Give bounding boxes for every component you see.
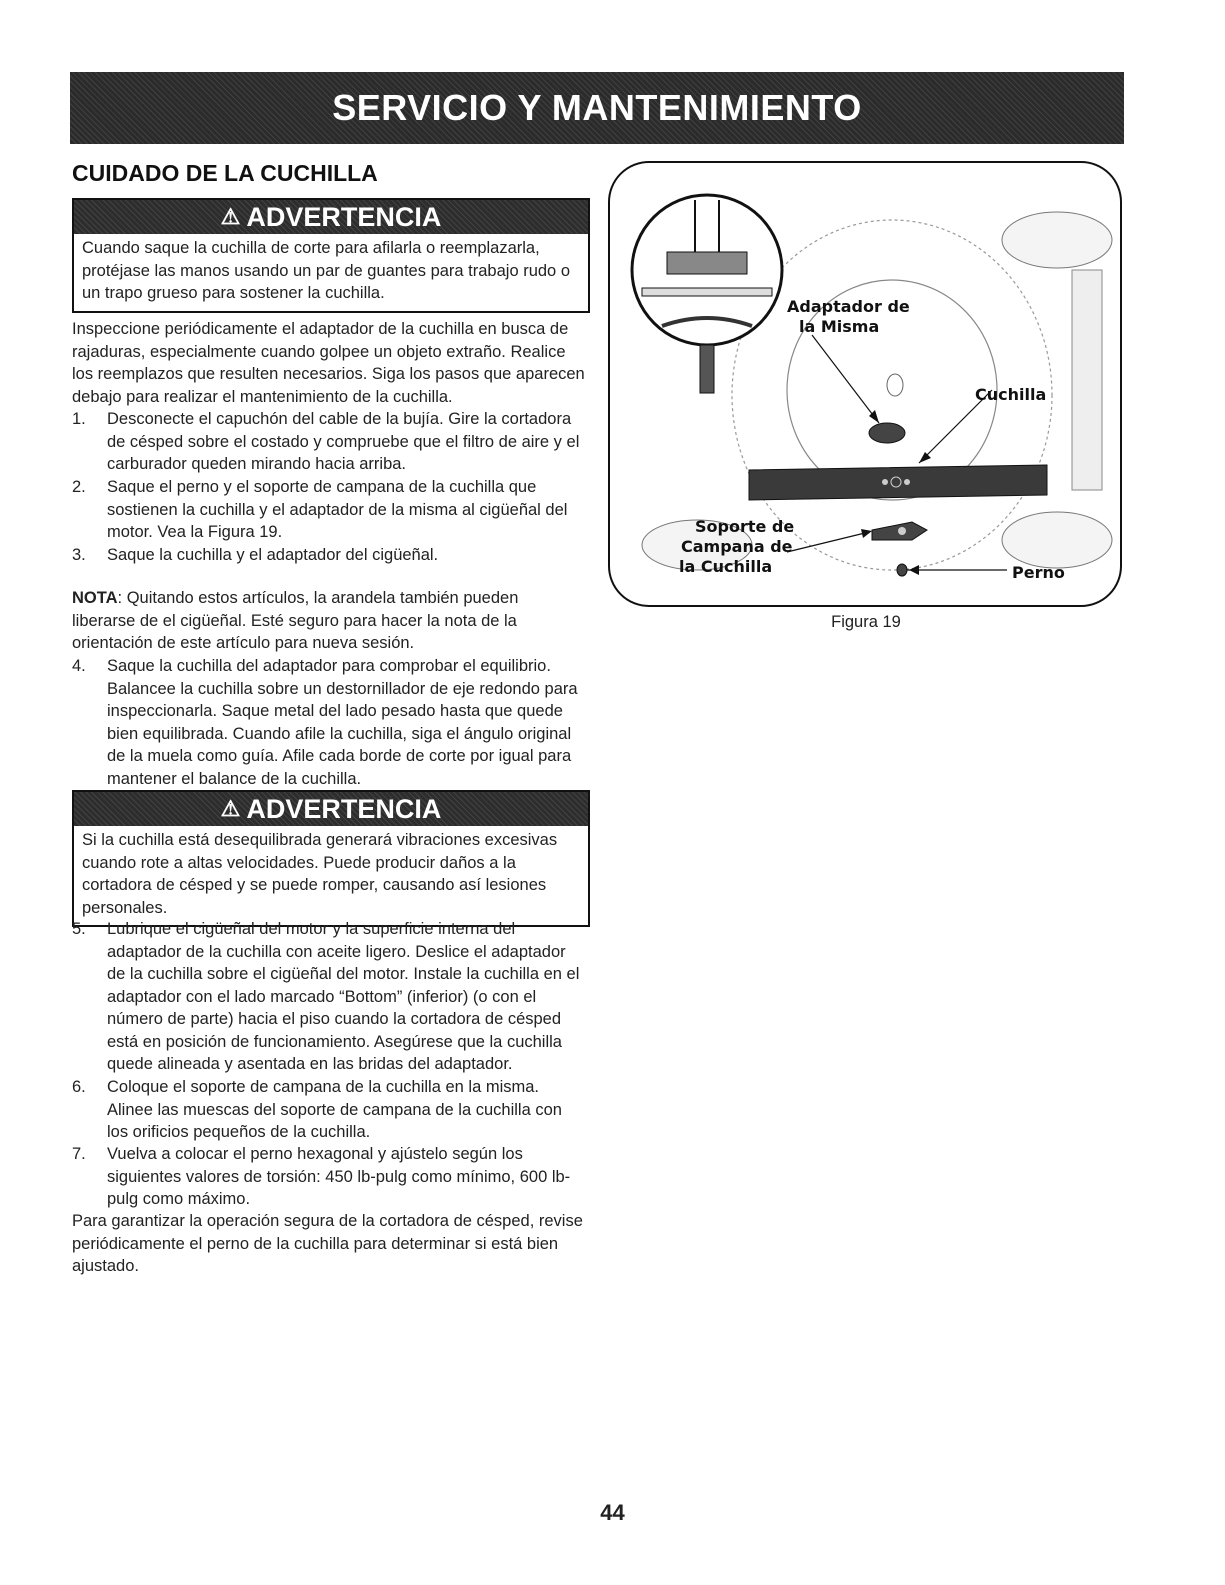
step-number: 6.: [72, 1078, 86, 1096]
warning-triangle-icon: ⚠: [220, 204, 241, 229]
section-banner: [70, 72, 1124, 144]
step-7: [72, 1143, 586, 1211]
warning-header: [74, 792, 588, 826]
label-adapter-1: Adaptador de: [787, 297, 910, 316]
blade: [749, 465, 1047, 500]
step-6: [72, 1076, 586, 1144]
label-blade: Cuchilla: [975, 385, 1047, 404]
figure-caption: Figura 19: [831, 613, 901, 631]
note-paragraph: [72, 587, 586, 655]
page-number: 44: [600, 1500, 625, 1525]
rear-wheel: [1002, 212, 1112, 268]
intro-paragraph: Inspeccione periódicamente el adaptador de la cuchilla en busca de rajaduras, especialmente cuando golpee un objeto extraño. Realice los reemplazos que resulten necesarios. Siga los pasos que aparecen debajo para realizar el mantenimiento de la cuchilla.: [72, 320, 585, 406]
label-adapter-2: la Misma: [799, 317, 880, 336]
warning-header: [74, 200, 588, 234]
bolt-detail: [700, 345, 714, 393]
step-5: [72, 918, 586, 1076]
note-label: NOTA: [72, 589, 118, 607]
figure-19: [607, 160, 1125, 610]
step-text: Saque el perno y el soporte de campana de la cuchilla que sostienen la cuchilla y el adaptador de la misma al cigüeñal del motor. Vea la Figura 19.: [107, 478, 568, 541]
front-wheel: [1002, 512, 1112, 568]
step-number: 3.: [72, 546, 86, 564]
warning-triangle-icon: ⚠: [220, 796, 241, 821]
label-bell-1: Soporte de: [695, 517, 795, 536]
label-bolt: Perno: [1012, 563, 1065, 582]
step-1: [72, 408, 586, 476]
warning-text: Cuando saque la cuchilla de corte para afilarla o reemplazarla, protéjase las manos usando un par de guantes para trabajo rudo o un trapo grueso para sostener la cuchilla.: [82, 239, 570, 302]
warning-title: ADVERTENCIA: [246, 793, 442, 824]
closing-paragraph: Para garantizar la operación segura de la cortadora de césped, revise periódicamente el perno de la cuchilla para determinar si está bien ajustado.: [72, 1212, 583, 1275]
bolt: [897, 564, 907, 576]
blade-detail: [642, 288, 772, 296]
blade-hole: [882, 479, 888, 485]
blade-adapter: [869, 423, 905, 443]
adapter-detail: [667, 252, 747, 274]
banner-title: SERVICIO Y MANTENIMIENTO: [332, 87, 862, 128]
mower-handle-side: [1072, 270, 1102, 490]
step-3: [72, 544, 586, 567]
step-text: Saque la cuchilla del adaptador para comprobar el equilibrio. Balancee la cuchilla sobre un destornillador de eje redondo para inspeccionarla. Saque metal del lado pesado hasta que quede bien equilibrada. Cuando afile la cuchilla, siga el ángulo original de la muela como guía. Afile cada borde de corte por igual para mantener el balance de la cuchilla.: [107, 657, 578, 788]
blade-assembly-diagram: [607, 160, 1125, 610]
step-2: [72, 476, 586, 544]
section-title: CUIDADO DE LA CUCHILLA: [72, 160, 378, 186]
label-bell-2: Campana de: [681, 537, 793, 556]
step-text: Desconecte el capuchón del cable de la bujía. Gire la cortadora de césped sobre el costado y compruebe que el filtro de aire y el carburador queden mirando hacia arriba.: [107, 410, 580, 473]
step-text: Saque la cuchilla y el adaptador del cigüeñal.: [107, 546, 439, 564]
step-4: [72, 655, 586, 790]
step-number: 4.: [72, 657, 86, 675]
warning-title: ADVERTENCIA: [246, 201, 442, 232]
step-text: Coloque el soporte de campana de la cuchilla en la misma. Alinee las muescas del soporte de campana de la cuchilla con los orificios pequeños de la cuchilla.: [107, 1078, 562, 1141]
step-number: 7.: [72, 1145, 86, 1163]
step-number: 1.: [72, 410, 86, 428]
warning-text: Si la cuchilla está desequilibrada generará vibraciones excesivas cuando rote a altas velocidades. Puede producir daños a la cortadora de césped y se puede romper, causando así lesiones personales.: [82, 831, 558, 917]
warning-box-1: [72, 198, 590, 313]
step-number: 2.: [72, 478, 86, 496]
bell-hole: [898, 527, 906, 535]
label-bell-3: la Cuchilla: [679, 557, 773, 576]
blade-hole: [904, 479, 910, 485]
step-text: Vuelva a colocar el perno hexagonal y ajústelo según los siguientes valores de torsión: 450 lb-pulg como mínimo, 600 lb-pulg como máximo.: [107, 1145, 571, 1208]
note-text: : Quitando estos artículos, la arandela también pueden liberarse de el cigüeñal. Esté seguro para hacer la nota de la orientación de este artículo para nueva sesión.: [72, 589, 519, 652]
step-number: 5.: [72, 920, 86, 938]
step-text: Lubrique el cigüeñal del motor y la superficie interna del adaptador de la cuchilla con aceite ligero. Deslice el adaptador de la cuchilla sobre el cigüeñal del motor. Instale la cuchilla en el adaptador con el lado marcado “Bottom” (inferior) (o con el número de parte) hacia el piso cuando la cortadora de césped está en posición de funcionamiento. Asegúrese que la cuchilla quede alineada y asentada en las bridas del adaptador.: [107, 920, 580, 1073]
warning-box-2: [72, 790, 590, 927]
